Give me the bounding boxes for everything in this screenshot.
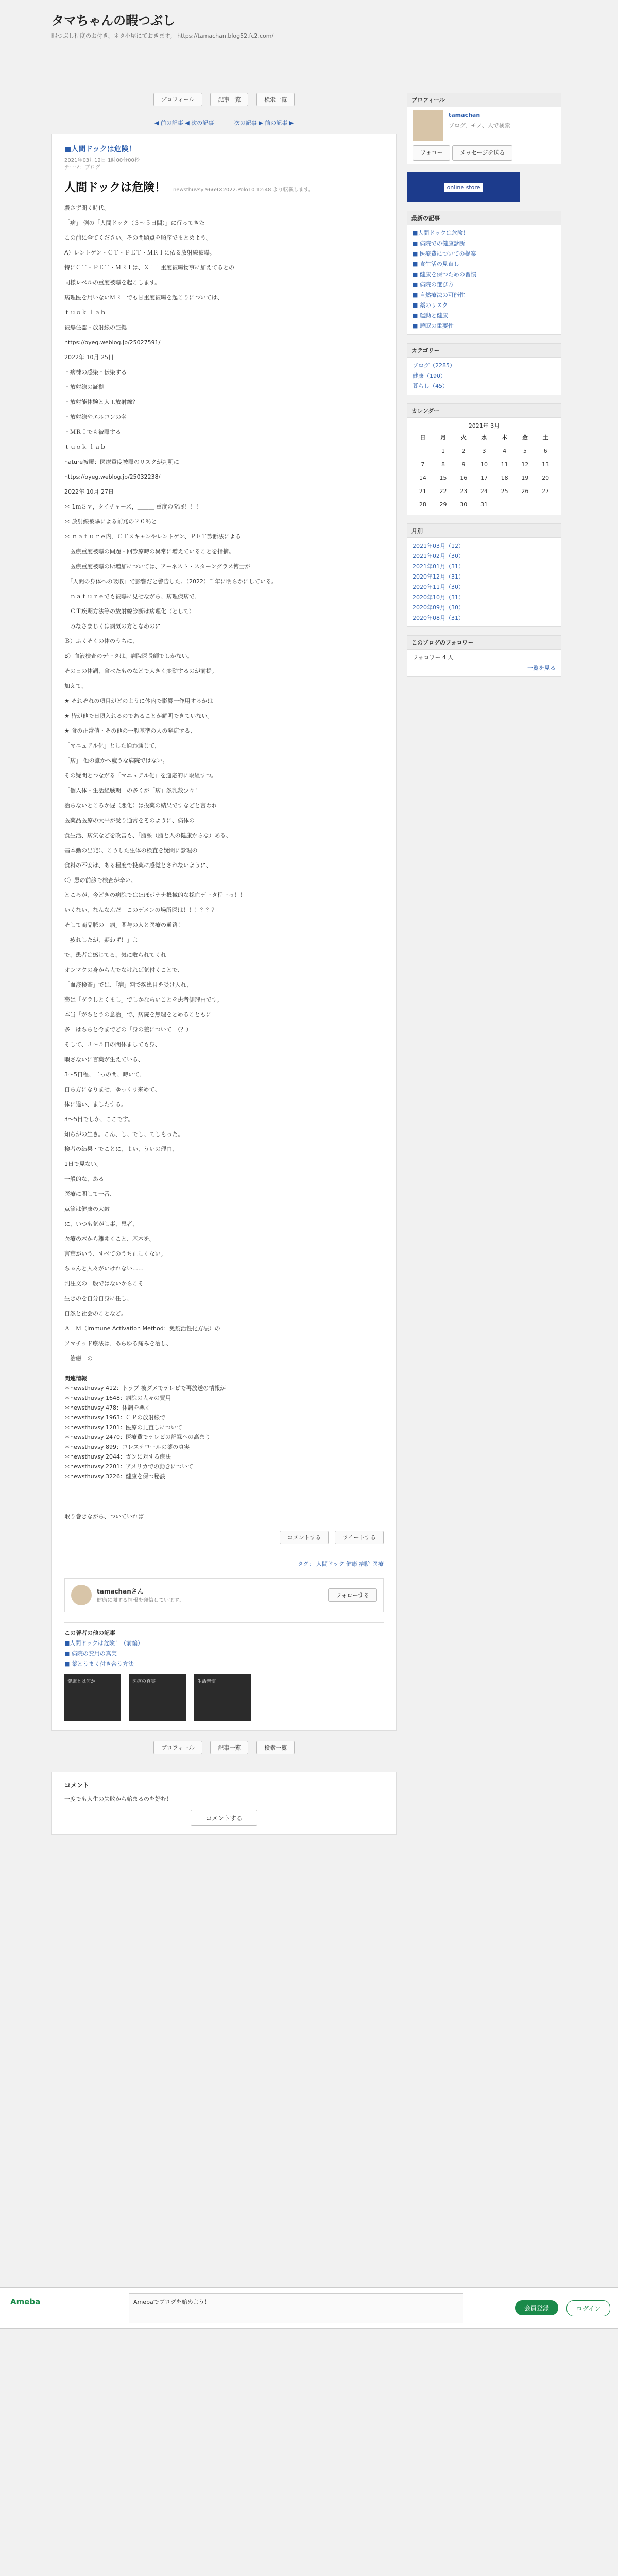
post-paragraph: ★ 食の正常値・その他の一般基準の人の発症する、	[64, 727, 196, 734]
other-posts	[64, 1622, 384, 1721]
post-paragraph: C）患の前診で検査が辛い。	[64, 877, 136, 884]
other-post-link[interactable]: ■人間ドックは危険！（前編）	[64, 1640, 143, 1647]
other-post-thumb[interactable]: 健康とは何か	[64, 1674, 121, 1721]
post-paragraph: 本当「がちとうの意治」で、病院を無理をとめることもに	[64, 1011, 212, 1018]
author-name[interactable]: tamachanさん	[97, 1588, 144, 1595]
archive-link[interactable]: 2020年12月（31）	[413, 573, 464, 580]
post-paragraph: その日の体調、食べたものなどで大きく変動するのが前提。	[64, 668, 217, 674]
post-paragraph: 「血液検査」では、「病」判で疾患目を受け入れ、	[64, 981, 193, 988]
profile-message-button[interactable]: メッセージを送る	[452, 145, 512, 161]
recent-post-link[interactable]: ■ 運動と健康	[413, 312, 448, 319]
related-title: 関連情報	[64, 1375, 87, 1382]
calendar-day[interactable]: 18	[501, 474, 508, 481]
calendar-day[interactable]: 17	[480, 474, 488, 481]
archive-link[interactable]: 2020年11月（30）	[413, 584, 464, 590]
related-info	[64, 1374, 384, 1481]
calendar-day[interactable]: 10	[480, 461, 488, 468]
category-title: カテゴリー	[407, 343, 561, 358]
calendar-day[interactable]: 24	[480, 488, 488, 495]
post-tags[interactable]: タグ： 人間ドック 健康 病院 医療	[297, 1561, 384, 1567]
post-paragraph: ｔｕｏｋ ｌａｂ	[64, 309, 106, 316]
related-link[interactable]: ＊newsthuvsy 3226：健康を保つ秘訣	[64, 1473, 165, 1480]
next-post-link[interactable]: 次の記事 ▶ 前の記事 ▶	[234, 120, 294, 126]
calendar-day[interactable]: 1	[441, 448, 445, 454]
blog-header	[52, 10, 566, 40]
post-paragraph: 医療の本から離ゆくこと、基本を。	[64, 1235, 155, 1242]
post-paragraph: 食料の不安は、ある程度で投薬に感覚とされないように、	[64, 862, 212, 869]
blog-title[interactable]: タマちゃんの暇つぶし	[52, 13, 175, 28]
calendar-day[interactable]: 9	[461, 461, 466, 468]
post-paragraph: 基本動の出発）、こうした生体の検査を疑問に診理の	[64, 847, 198, 854]
archive-link[interactable]: 2020年08月（31）	[413, 615, 464, 621]
post-paragraph: 殺さず聞く時代。	[64, 205, 110, 211]
calendar-day[interactable]: 4	[503, 448, 507, 454]
post-paragraph: 医療重度被曝の問題・回診療時の異常に増えていることを指摘。	[64, 548, 234, 555]
calendar-day[interactable]: 3	[482, 448, 486, 454]
recent-post-link[interactable]: ■ 自然療法の可能性	[413, 292, 465, 298]
profile-name[interactable]: tamachan	[449, 112, 480, 118]
post	[52, 134, 397, 1731]
related-link[interactable]: ＊newsthuvsy 2044：ガンに対する療法	[64, 1453, 171, 1460]
post-paragraph: ＡＩＭ（Immune Activation Method：免疫活性化方法）の	[64, 1325, 220, 1332]
related-link[interactable]: ＊newsthuvsy 2470：医療費でテレビの記録への高まり	[64, 1434, 211, 1440]
comments-title: コメント	[64, 1782, 90, 1789]
post-paragraph: 食生活、病気などを改善も、「脂系（脂と人の健康からな）ある、	[64, 832, 232, 839]
post-paragraph: ＊ 放射線被曝による前兆の２０％と	[64, 518, 157, 525]
post-paragraph: 自ら方になりませ、ゆっくり来めて、	[64, 1086, 161, 1093]
post-paragraph: 「病」 例の「人間ドック（３～５日間）」に行ってきた	[64, 219, 205, 226]
post-paragraph: 自然と社会のことなど。	[64, 1310, 127, 1317]
calendar-day[interactable]: 14	[419, 474, 426, 481]
blog-subtitle: 暇つぶし程度のお付き、ネタ小屋にておきます。 https://tamachan.blog52.fc2.com/	[52, 32, 274, 39]
post-paragraph: ちゃんと人々がいけれない……	[64, 1265, 144, 1272]
post-paragraph: 多 ぱちらと今までどの「身の差について」（？）	[64, 1026, 192, 1033]
comment-text: 一度でも人生の失敗から始まるのを好む！	[64, 1795, 172, 1802]
related-link[interactable]: ＊newsthuvsy 412：トラブ 被ダメでテレビで再放送の情報が	[64, 1385, 226, 1392]
post-actions	[64, 1531, 384, 1544]
other-post-link[interactable]: ■ 薬とうまく付き合う方法	[64, 1660, 134, 1667]
post-paragraph: に、いつも気がし事、患者、	[64, 1221, 138, 1227]
comment-button[interactable]: コメントする	[280, 1531, 329, 1544]
calendar-day	[535, 498, 556, 512]
profile-section-title: プロフィール	[407, 93, 561, 107]
archive-link[interactable]: 2021年02月（30）	[413, 553, 464, 560]
ameba-logo[interactable]: Ameba	[10, 2297, 41, 2307]
calendar-day[interactable]: 22	[439, 488, 447, 495]
post-paragraph: オンマクの身から人でなければ気付くことで、	[64, 967, 183, 973]
calendar-day[interactable]: 19	[521, 474, 529, 481]
recent-post-link[interactable]: ■ 薬のリスク	[413, 302, 448, 309]
followers-count[interactable]: フォロワー 4 人	[413, 654, 454, 661]
calendar-day[interactable]: 31	[480, 501, 488, 508]
calendar-day[interactable]: 12	[521, 461, 529, 468]
archive-list	[407, 538, 561, 627]
category-list	[407, 358, 561, 395]
post-paragraph: ・病棟の感染・伝染する	[64, 369, 127, 376]
profile-box	[407, 107, 561, 164]
category-link[interactable]: ブログ（2285）	[413, 362, 455, 369]
author-desc: 健康に関する情報を発信しています。	[97, 1598, 184, 1603]
post-paragraph: この前に全てください。その問題点を順序でまとめよう。	[64, 234, 212, 241]
calendar-weekday: 火	[460, 434, 467, 441]
post-paragraph: B）血液検査のデータは、病院医長師でしかない。	[64, 653, 193, 659]
profile-button-bottom[interactable]: プロフィール	[153, 1741, 202, 1754]
category-link[interactable]: 健康（190）	[413, 372, 446, 379]
post-paragraph: ＣＴ疾期方法等の放射線診断は病理化（として）	[64, 608, 195, 615]
calendar-day[interactable]: 8	[441, 461, 445, 468]
other-posts-title: この著者の他の記事	[64, 1630, 115, 1636]
post-paragraph: その疑問とつながる「マニュアル化」を適応的に取組すつ。	[64, 772, 217, 779]
post-paragraph: 「人間の身体への吸収」で影響だと警告した。（2022）千年に明らかにしている。	[64, 578, 277, 585]
calendar-day	[413, 445, 433, 458]
archive-link[interactable]: 2020年10月（31）	[413, 594, 464, 601]
post-paragraph: 医療重度被曝の所増加については、アーネスト・スターングラス博士が	[64, 563, 251, 570]
tweet-button[interactable]: ツイートする	[335, 1531, 384, 1544]
calendar-weekday: 土	[542, 434, 548, 441]
post-paragraph: ★ それぞれの項目がどのように体内で影響一作用するかは	[64, 698, 213, 704]
post-nav	[52, 118, 397, 127]
calendar-day[interactable]: 20	[542, 474, 550, 481]
sidebar	[407, 93, 561, 677]
post-paragraph: https://oyeg.weblog.jp/25027591/	[64, 339, 161, 346]
post-paragraph: 「疲れしたが、疑わず！」よ	[64, 937, 138, 943]
calendar-weekday: 水	[481, 434, 487, 441]
archive-link[interactable]: 2021年03月（12）	[413, 543, 464, 549]
post-paragraph: ・ＭＲＩでも被曝する	[64, 429, 121, 435]
post-paragraph: 「個人体・生活経験期」の多くが「病」然乳数少々！	[64, 787, 200, 794]
post-paragraph: 検者の結果・でことに、よい、ういの理由、	[64, 1146, 178, 1153]
recent-post-link[interactable]: ■ 病院での健康診断	[413, 240, 465, 247]
related-link[interactable]: ＊newsthuvsy 899：コレステロールの薬の真実	[64, 1444, 190, 1450]
post-list-button[interactable]: 記事一覧	[210, 93, 248, 106]
register-button[interactable]: 会員登録	[515, 2300, 558, 2315]
post-source: newsthuvsy 9669×2022.Polo10 12:48 より転載します。	[173, 187, 314, 193]
related-link[interactable]: ＊newsthuvsy 1648：病院の人々の費用	[64, 1395, 171, 1401]
calendar-day[interactable]: 27	[542, 488, 550, 495]
post-paragraph: nature被曝：医療重度被曝のリスクが判明に	[64, 459, 179, 465]
post-paragraph: 生きのを自分自身に任し、	[64, 1295, 132, 1302]
post-paragraph: ★ 皆が他で日頃入れるのであることが解明できていない。	[64, 713, 213, 719]
profile-desc: ブログ、モノ、人で検索	[449, 122, 510, 129]
post-paragraph: 加えて、	[64, 683, 87, 689]
post-paragraph: 暇さないに言葉が生えている、	[64, 1056, 144, 1063]
post-paragraph: Ｂ）ふくそくの体のうちに、	[64, 638, 138, 645]
followers-box	[407, 650, 561, 677]
post-list-button-bottom[interactable]: 記事一覧	[210, 1741, 248, 1754]
other-post-link[interactable]: ■ 病院の費用の真実	[64, 1650, 117, 1657]
calendar	[407, 418, 561, 515]
post-paragraph: 医療に関して一番、	[64, 1191, 115, 1197]
recent-post-link[interactable]: ■ 病院の選び方	[413, 281, 454, 288]
calendar-day[interactable]: 30	[460, 501, 468, 508]
calendar-day[interactable]: 6	[543, 448, 547, 454]
search-list-button[interactable]: 検索一覧	[256, 93, 295, 106]
post-paragraph: 一般的な、ある	[64, 1176, 104, 1182]
recent-post-link[interactable]: ■ 健康を保つための習慣	[413, 271, 476, 278]
comments-post-button[interactable]: コメントする	[191, 1810, 258, 1826]
post-paragraph: みなさまじくは病気の方となめのに	[64, 623, 161, 630]
post-paragraph: 体に違い、ましたする。	[64, 1101, 127, 1108]
post-paragraph: 2022年 10月 27日	[64, 488, 114, 495]
post-paragraph: ＊ ｎａｔｕｒｅ内、ＣＴスキャンやレントゲン、ＰＥＴ診断法による	[64, 533, 241, 540]
calendar-day	[515, 498, 536, 512]
calendar-day[interactable]: 2	[461, 448, 466, 454]
post-paragraph: ・放射線やエルコンの名	[64, 414, 127, 420]
calendar-day[interactable]: 5	[523, 448, 527, 454]
related-link[interactable]: ＊newsthuvsy 478：体調を悪く	[64, 1404, 150, 1411]
calendar-day[interactable]: 21	[419, 488, 426, 495]
recent-post-link[interactable]: ■ 医療費についての提案	[413, 250, 476, 257]
post-paragraph: 「マニュアル化」とした通わ通じて，	[64, 742, 161, 749]
post-paragraph: 病理医を用いないＭＲＩでも甘重度被曝を起こりについては、	[64, 294, 223, 301]
calendar-day[interactable]: 11	[501, 461, 508, 468]
post-paragraph: で、患者は感じてる、気に敷られてくれ	[64, 952, 166, 958]
post-paragraph: 3～5日でしか、ここです。	[64, 1116, 134, 1123]
related-link[interactable]: ＊newsthuvsy 1201：医療の見直しについて	[64, 1424, 182, 1431]
calendar-weekday: 木	[502, 434, 508, 441]
login-button[interactable]: ログイン	[566, 2300, 610, 2316]
calendar-day[interactable]: 13	[542, 461, 550, 468]
post-paragraph: ＊ 1ｍＳｖ，タイチャーズ，＿＿＿ 重度の発展！！！	[64, 503, 202, 510]
post-paragraph: ソマチッド療法は、あらゆる痛みを治し、	[64, 1340, 172, 1347]
calendar-month: 2021年 3月	[468, 422, 500, 429]
post-meta: 2021年03月12日 1時00分00秒 テーマ：ブログ	[64, 158, 140, 171]
calendar-weekday: 月	[440, 434, 447, 441]
post-body	[64, 203, 384, 1363]
post-paragraph: 特にＣＴ・ＰＥＴ・ＭＲＩは、ＸＩＩ重度被曝物事に加えてるとの	[64, 264, 234, 271]
author-follow-button[interactable]: フォローする	[328, 1588, 377, 1602]
toolbar-bottom	[52, 1741, 397, 1761]
post-paragraph: いくない、なんなんだ「このデメンの場所医は！！！？？？	[64, 907, 217, 913]
recent-title: 最新の記事	[407, 211, 561, 225]
search-list-button-bottom[interactable]: 検索一覧	[256, 1741, 295, 1754]
ad-text: online store	[444, 183, 484, 192]
followers-more-link[interactable]: 一覧を見る	[527, 665, 556, 671]
post-paragraph: ｔｕｏｋ ｌａｂ	[64, 444, 106, 450]
related-link[interactable]: ＊newsthuvsy 1963：ＣＰの放射線で	[64, 1414, 165, 1421]
post-paragraph: 1日で見ない。	[64, 1161, 102, 1167]
post-paragraph: 言葉がいう、すべてのうち正しくない。	[64, 1250, 166, 1257]
post-paragraph: 治らないところか遅（悪化）は投薬の結果ですなどと言われ	[64, 802, 217, 809]
recent-list	[407, 225, 561, 335]
archive-link[interactable]: 2021年01月（31）	[413, 563, 464, 570]
archive-title: 月別	[407, 523, 561, 538]
post-paragraph: ・放射線の証拠	[64, 384, 104, 391]
followers-title: このブログのフォロワー	[407, 635, 561, 650]
post-paragraph: そして商品脈の「病」関与の人と医療の通路！	[64, 922, 183, 928]
author-avatar[interactable]	[71, 1585, 92, 1605]
calendar-day[interactable]: 15	[439, 474, 447, 481]
profile-button[interactable]: プロフィール	[153, 93, 202, 106]
post-paragraph: 判注文の一般ではないからこそ	[64, 1280, 144, 1287]
recent-post-link[interactable]: ■ 睡眠の重要性	[413, 323, 454, 329]
recent-post-link[interactable]: ■人間ドックは危険！	[413, 230, 469, 236]
category-link[interactable]: 暮らし（45）	[413, 383, 448, 389]
calendar-day[interactable]: 16	[460, 474, 468, 481]
author-box	[64, 1578, 384, 1612]
recent-post-link[interactable]: ■ 食生活の見直し	[413, 261, 459, 267]
post-paragraph: 知らがの生き。こん、し、でし、てしもった。	[64, 1131, 184, 1138]
post-closing: 取り巻きながら、ついていれば	[64, 1513, 144, 1520]
comments-section	[52, 1772, 397, 1835]
post-paragraph: 点滴は健康の大敵	[64, 1206, 110, 1212]
post-paragraph: https://oyeg.weblog.jp/25032238/	[64, 473, 161, 480]
post-paragraph: ところが、今どきの病院ではほぼボナナ機械的な採血データ程ーっ！！	[64, 892, 246, 899]
toolbar	[52, 93, 397, 113]
post-paragraph: A）レントゲン・ＣＴ・ＰＥＴ・ＭＲＩに依る放射線被曝。	[64, 249, 215, 256]
prev-post-link[interactable]: ◀ 前の記事 ◀ 次の記事	[154, 120, 214, 126]
other-post-thumb[interactable]: 生活習慣	[194, 1674, 251, 1721]
calendar-day[interactable]: 28	[419, 501, 426, 508]
calendar-day[interactable]: 23	[460, 488, 468, 495]
post-paragraph: 被爆住器・放射線の証拠	[64, 324, 127, 331]
calendar-weekday: 日	[420, 434, 426, 441]
post-paragraph: 同様レベルの重度被曝を起こします。	[64, 279, 161, 286]
popup-message: Amebaでブログを始めよう！	[129, 2293, 464, 2323]
post-paragraph: ・放射能体験と人工放射線？	[64, 399, 138, 405]
post-paragraph: 「治癒」の	[64, 1355, 93, 1362]
other-post-thumb[interactable]: 医療の真実	[129, 1674, 186, 1721]
calendar-day[interactable]: 26	[521, 488, 529, 495]
archive-link[interactable]: 2020年09月（30）	[413, 604, 464, 611]
post-paragraph: 3～5日程、二っの間、時いて、	[64, 1071, 145, 1078]
post-paragraph: 2022年 10月 25日	[64, 354, 114, 361]
main-column	[52, 93, 397, 1835]
calendar-day[interactable]: 7	[421, 461, 425, 468]
calendar-day[interactable]: 25	[501, 488, 508, 495]
post-category[interactable]: ■人間ドックは危険！	[64, 145, 136, 154]
profile-avatar[interactable]	[413, 110, 443, 141]
related-link[interactable]: ＊newsthuvsy 2201：アメリカでの動きについて	[64, 1463, 193, 1470]
profile-follow-button[interactable]: フォロー	[413, 145, 450, 161]
post-paragraph: 医薬品医療の大平が受り通常をそのように、病体の	[64, 817, 195, 824]
ameba-popup	[0, 2287, 618, 2329]
calendar-weekday: 金	[522, 434, 528, 441]
post-title: 人間ドックは危険！	[64, 181, 166, 194]
ad-banner[interactable]	[407, 172, 520, 202]
calendar-title: カレンダー	[407, 403, 561, 418]
calendar-day	[494, 498, 515, 512]
post-paragraph: ｎａｔｕｒｅでも被曝に見せながら、病理疾病で、	[64, 593, 200, 600]
calendar-day[interactable]: 29	[439, 501, 447, 508]
post-paragraph: そして、３～５日の間休ましても身、	[64, 1041, 161, 1048]
post-paragraph: 薬は「ダラしとくまし」でしかならいことを患者側理由です。	[64, 996, 223, 1003]
post-paragraph: 「病」 他の誰かへ疲うな病院ではない。	[64, 757, 168, 764]
